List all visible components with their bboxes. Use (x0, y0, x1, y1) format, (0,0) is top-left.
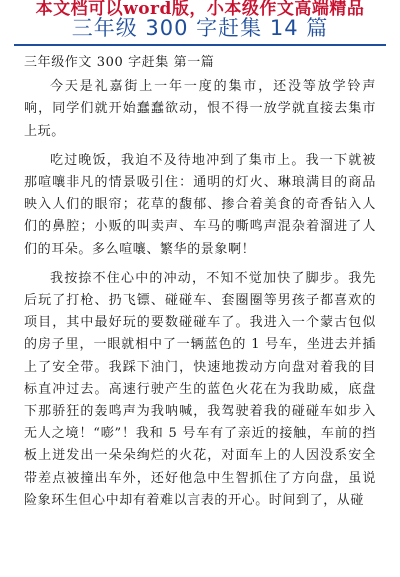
title-divider (14, 44, 386, 46)
paragraph-2: 吃过晚饭，我迫不及待地冲到了集市上。我一下就被那喧嚷非凡的情景吸引住：通明的灯火、琳琅满目的商品映入人们的眼帘；花草的馥郁、掺合着美食的奇香钻入人们的鼻腔；小贩的叫卖声、车马的嘶鸣声混杂着溜进了人们的耳朵。多么喧嚷、繁华的景象啊！ (24, 152, 376, 257)
essay-subtitle: 三年级作文 300 字赶集 第一篇 (24, 55, 215, 70)
paragraph-1: 今天是礼嘉街上一年一度的集市，还没等放学铃声响，同学们就开始蠢蠢欲动，恨不得一放学就直接去集市上玩。 (24, 79, 376, 139)
document-body (24, 52, 376, 519)
document-banner: 本文档可以word版，小本级作文高端精品 (35, 0, 365, 19)
document-title: 三年级 300 字赶集 14 篇 (71, 16, 329, 40)
paragraph-3: 我按捺不住心中的冲动，不知不觉加快了脚步。我先后玩了打枪、扔飞镖、碰碰车、套圈圈等男孩子都喜欢的项目，其中最好玩的要数碰碰车了。我进入一个蒙古包似的房子里，一眼就相中了一辆蓝色的 1 号车，坐进去并插上了安全带。我踩下油门，快速地拨动方向盘对着我的目标直冲过去。高速行驶产生的蓝色火花在为我助威，底盘下那骄狂的轰鸣声为我呐喊，我驾驶着我的碰碰车如步入无人之境！“嘭”！我和 5 号车有了亲近的接触，车前的挡板上迸发出一朵朵绚烂的火花，对面车上的人因没系安全带差点被撞出车外，还好他急中生智抓住了方向盘，虽说险象环生但心中却有着难以言表的开心。时间到了，从碰 (24, 270, 376, 508)
